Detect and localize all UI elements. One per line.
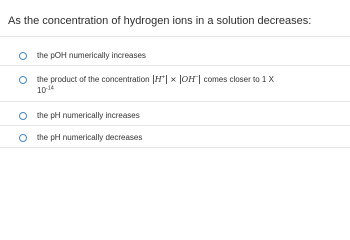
radio-button[interactable] [19, 112, 27, 120]
option-ion-product[interactable] [19, 74, 274, 96]
math-h-charge: + [161, 74, 165, 81]
option-label [37, 74, 274, 96]
bracket-bar [166, 75, 167, 84]
option-label-suffix: comes closer to 1 X [203, 75, 274, 84]
option-pOH-increases[interactable] [19, 50, 146, 61]
option-label-base: 10 [37, 86, 46, 95]
bracket-bar [153, 75, 154, 84]
bracket-bar [180, 75, 181, 84]
math-h: H [154, 75, 162, 84]
radio-button[interactable] [19, 52, 27, 60]
divider [0, 125, 350, 126]
divider [0, 65, 350, 66]
divider [0, 147, 350, 148]
bracket-bar [199, 75, 200, 84]
math-times: × [169, 75, 177, 84]
question-text: As the concentration of hydrogen ions in a solution decreases: [8, 15, 312, 27]
option-label-exponent: -14 [45, 85, 54, 92]
radio-button[interactable] [19, 76, 27, 84]
option-pH-decreases[interactable] [19, 132, 142, 143]
radio-button[interactable] [19, 134, 27, 142]
option-label: the pOH numerically increases [37, 51, 146, 60]
divider [0, 36, 350, 37]
option-pH-increases[interactable] [19, 110, 140, 121]
divider [0, 101, 350, 102]
math-oh-charge: − [195, 74, 199, 81]
option-label: the pH numerically decreases [37, 133, 143, 142]
option-label: the pH numerically increases [37, 111, 140, 120]
math-oh: OH [181, 75, 196, 84]
option-label-prefix: the product of the concentration [37, 75, 150, 84]
